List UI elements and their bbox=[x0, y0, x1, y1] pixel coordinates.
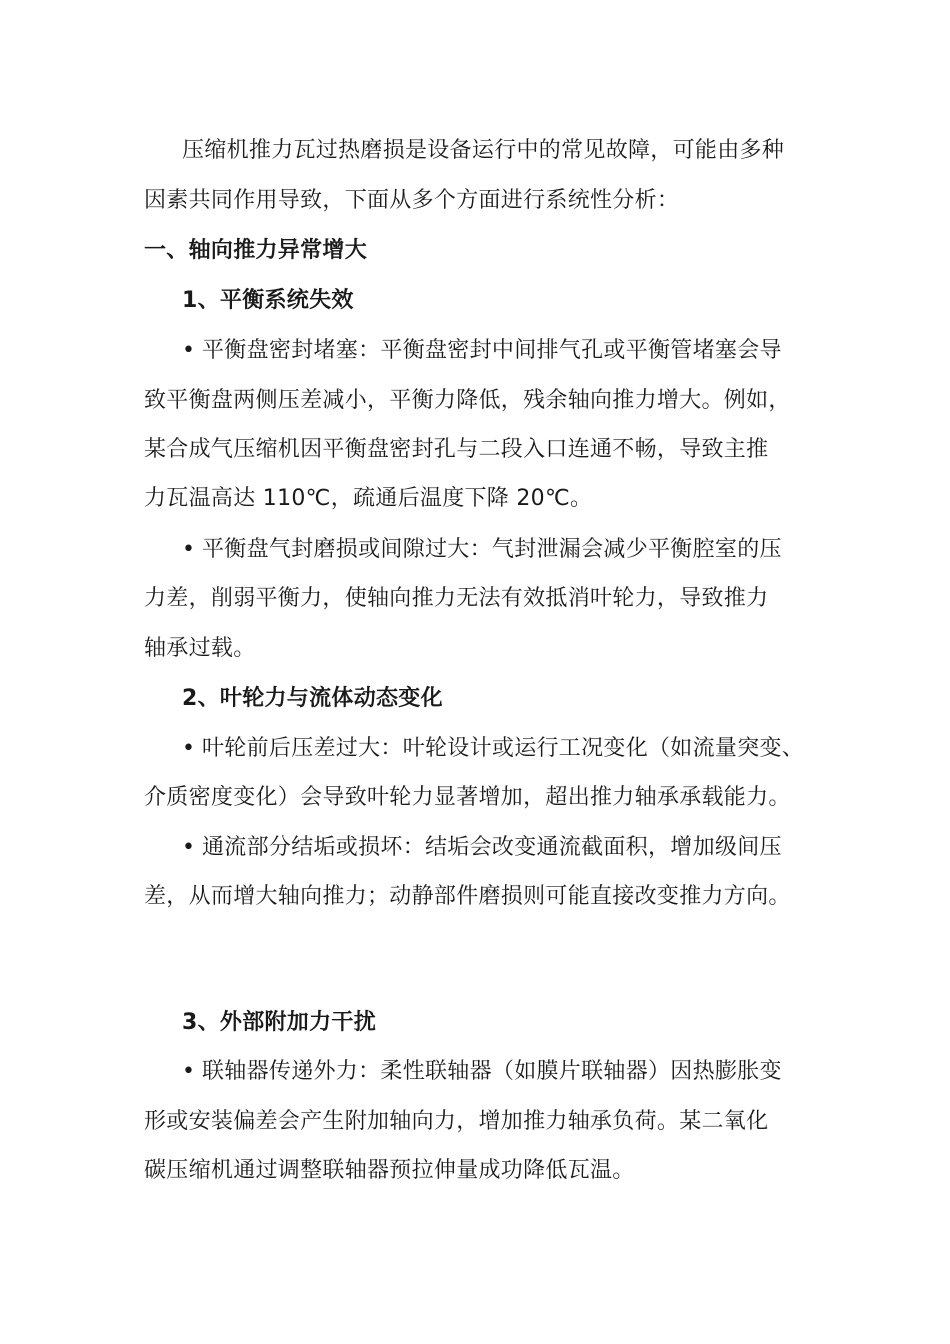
bullet-marker: • bbox=[182, 338, 196, 363]
paragraph-line: 力瓦温高达 110℃，疏通后温度下降 20℃。 bbox=[144, 486, 593, 511]
bullet-item bbox=[182, 833, 862, 863]
subsection-heading-3: 3、外部附加力干扰 bbox=[182, 1010, 377, 1035]
paragraph-line: 某合成气压缩机因平衡盘密封孔与二段入口连通不畅，导致主推 bbox=[144, 437, 769, 462]
bullet-text: 联轴器传递外力：柔性联轴器（如膜片联轴器）因热膨胀变 bbox=[202, 1059, 782, 1084]
bullet-item bbox=[182, 336, 862, 366]
paragraph-line: 形或安装偏差会产生附加轴向力，增加推力轴承负荷。某二氧化 bbox=[144, 1109, 769, 1134]
paragraph-line: 致平衡盘两侧压差减小，平衡力降低，残余轴向推力增大。例如， bbox=[144, 388, 791, 413]
section-heading: 一、轴向推力异常增大 bbox=[144, 238, 368, 263]
bullet-text: 通流部分结垢或损坏：结垢会改变通流截面积，增加级间压 bbox=[202, 835, 782, 860]
bullet-text: 平衡盘气封磨损或间隙过大：气封泄漏会减少平衡腔室的压 bbox=[202, 537, 782, 562]
bullet-item bbox=[182, 1057, 862, 1087]
bullet-item bbox=[182, 535, 862, 565]
bullet-text: 叶轮前后压差过大：叶轮设计或运行工况变化（如流量突变、 bbox=[202, 736, 805, 761]
paragraph-line: 差，从而增大轴向推力；动静部件磨损则可能直接改变推力方向。 bbox=[144, 884, 791, 909]
paragraph-line: 碳压缩机通过调整联轴器预拉伸量成功降低瓦温。 bbox=[144, 1158, 635, 1183]
paragraph-line: 轴承过载。 bbox=[144, 636, 256, 661]
bullet-marker: • bbox=[182, 736, 196, 761]
subsection-heading-2: 2、叶轮力与流体动态变化 bbox=[182, 686, 443, 711]
bullet-text: 平衡盘密封堵塞：平衡盘密封中间排气孔或平衡管堵塞会导 bbox=[202, 338, 782, 363]
bullet-item bbox=[182, 734, 862, 764]
intro-line-1: 压缩机推力瓦过热磨损是设备运行中的常见故障，可能由多种 bbox=[182, 138, 785, 163]
bullet-marker: • bbox=[182, 835, 196, 860]
subsection-heading-1: 1、平衡系统失效 bbox=[182, 288, 354, 313]
intro-line-2: 因素共同作用导致，下面从多个方面进行系统性分析： bbox=[144, 188, 680, 213]
paragraph-line: 介质密度变化）会导致叶轮力显著增加，超出推力轴承承载能力。 bbox=[144, 785, 791, 810]
paragraph-line: 力差，削弱平衡力，使轴向推力无法有效抵消叶轮力，导致推力 bbox=[144, 586, 769, 611]
bullet-marker: • bbox=[182, 537, 196, 562]
bullet-marker: • bbox=[182, 1059, 196, 1084]
